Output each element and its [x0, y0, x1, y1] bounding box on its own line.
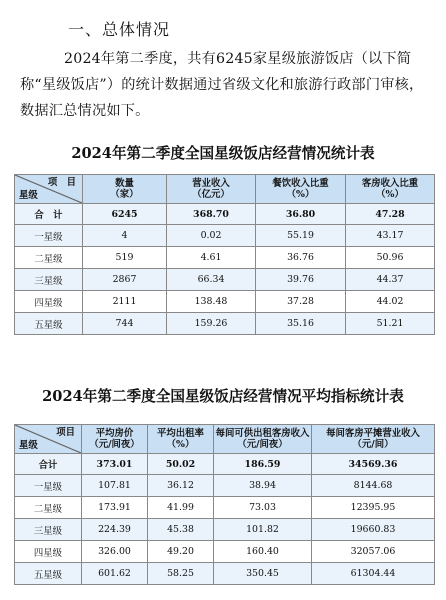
- table-cell: 55.19: [256, 225, 346, 247]
- table-cell: 43.17: [346, 225, 435, 247]
- table-cell: 4.61: [167, 247, 256, 269]
- table-cell: 32057.06: [312, 541, 435, 563]
- row-label-cell: 一星级: [15, 475, 82, 497]
- table-cell: 66.34: [167, 269, 256, 291]
- table-cell: 159.26: [167, 313, 256, 335]
- table-cell: 138.48: [167, 291, 256, 313]
- hotel-average-indicators-table: [14, 424, 435, 585]
- section-title: 一、总体情况: [68, 20, 171, 39]
- table2-corner-top: 项目: [56, 427, 75, 438]
- table-row: [15, 313, 435, 335]
- table-cell: 519: [83, 247, 167, 269]
- table-cell: 35.16: [256, 313, 346, 335]
- table1-corner-bottom: 星级: [19, 190, 38, 201]
- table-cell: 601.62: [82, 563, 148, 585]
- table-cell: 44.02: [346, 291, 435, 313]
- table-row: [15, 519, 435, 541]
- table2-header-4: 每间客房平摊营业收入 （元/间）: [312, 425, 435, 454]
- table-row: [15, 269, 435, 291]
- table-row: [15, 497, 435, 519]
- table-row: [15, 225, 435, 247]
- table-row: [15, 247, 435, 269]
- table2-header-3: 每间可供出租客房收入 （元/间夜）: [214, 425, 312, 454]
- table-cell: 50.96: [346, 247, 435, 269]
- intro-text: 2024年第二季度，共有6245家星级旅游饭店（以下简称“星级饭店”）的统计数据通过省级文化和旅游行政部门审核，数据汇总情况如下。: [20, 51, 424, 119]
- table-cell: 36.76: [256, 247, 346, 269]
- table-cell: 34569.36: [312, 454, 435, 475]
- table1-header-2: 营业收入 （亿元）: [167, 175, 256, 204]
- table-cell: 19660.83: [312, 519, 435, 541]
- table-cell: 44.37: [346, 269, 435, 291]
- table2-corner-cell: [15, 425, 82, 454]
- table-cell: 12395.95: [312, 497, 435, 519]
- table-total-row: [15, 204, 435, 225]
- intro-paragraph: [20, 46, 430, 124]
- table-cell: 107.81: [82, 475, 148, 497]
- table-cell: 744: [83, 313, 167, 335]
- table-cell: 45.38: [148, 519, 214, 541]
- row-label-cell: 二星级: [15, 497, 82, 519]
- table-cell: 49.20: [148, 541, 214, 563]
- table2-header-1: 平均房价 （元/间夜）: [82, 425, 148, 454]
- table-cell: 101.82: [214, 519, 312, 541]
- table1-corner-top: 项 目: [47, 177, 76, 188]
- table-total-row: [15, 454, 435, 475]
- table-cell: 368.70: [167, 204, 256, 225]
- table-row: [15, 541, 435, 563]
- table1-header-3: 餐饮收入比重 （%）: [256, 175, 346, 204]
- table-cell: 73.03: [214, 497, 312, 519]
- table-cell: 224.39: [82, 519, 148, 541]
- table-cell: 36.80: [256, 204, 346, 225]
- table1-header-4: 客房收入比重 （%）: [346, 175, 435, 204]
- row-label-cell: 合 计: [15, 204, 83, 225]
- table-row: [15, 563, 435, 585]
- table2-title: 2024年第二季度全国星级饭店经营情况平均指标统计表: [42, 388, 404, 405]
- table-cell: 2867: [83, 269, 167, 291]
- table-cell: 173.91: [82, 497, 148, 519]
- table-cell: 47.28: [346, 204, 435, 225]
- table1-corner-cell: [15, 175, 83, 204]
- row-label-cell: 一星级: [15, 225, 83, 247]
- table-cell: 41.99: [148, 497, 214, 519]
- table2-corner-bottom: 星级: [19, 440, 38, 451]
- table-cell: 186.59: [214, 454, 312, 475]
- table-cell: 6245: [83, 204, 167, 225]
- table2-header-2: 平均出租率 （%）: [148, 425, 214, 454]
- table-cell: 350.45: [214, 563, 312, 585]
- table-cell: 58.25: [148, 563, 214, 585]
- table1-title: 2024年第二季度全国星级饭店经营情况统计表: [71, 145, 375, 162]
- table-cell: 4: [83, 225, 167, 247]
- table-cell: 0.02: [167, 225, 256, 247]
- table1-header-1: 数量 （家）: [83, 175, 167, 204]
- table-cell: 160.40: [214, 541, 312, 563]
- row-label-cell: 五星级: [15, 313, 83, 335]
- hotel-operations-table: [14, 174, 435, 335]
- row-label-cell: 三星级: [15, 269, 83, 291]
- table-cell: 326.00: [82, 541, 148, 563]
- table-cell: 373.01: [82, 454, 148, 475]
- row-label-cell: 五星级: [15, 563, 82, 585]
- table-cell: 61304.44: [312, 563, 435, 585]
- table-row: [15, 291, 435, 313]
- row-label-cell: 合计: [15, 454, 82, 475]
- table-cell: 8144.68: [312, 475, 435, 497]
- table-cell: 51.21: [346, 313, 435, 335]
- table-cell: 38.94: [214, 475, 312, 497]
- row-label-cell: 三星级: [15, 519, 82, 541]
- table-row: [15, 475, 435, 497]
- table-cell: 2111: [83, 291, 167, 313]
- row-label-cell: 二星级: [15, 247, 83, 269]
- table-cell: 50.02: [148, 454, 214, 475]
- table-cell: 39.76: [256, 269, 346, 291]
- table-cell: 36.12: [148, 475, 214, 497]
- table-cell: 37.28: [256, 291, 346, 313]
- row-label-cell: 四星级: [15, 291, 83, 313]
- row-label-cell: 四星级: [15, 541, 82, 563]
